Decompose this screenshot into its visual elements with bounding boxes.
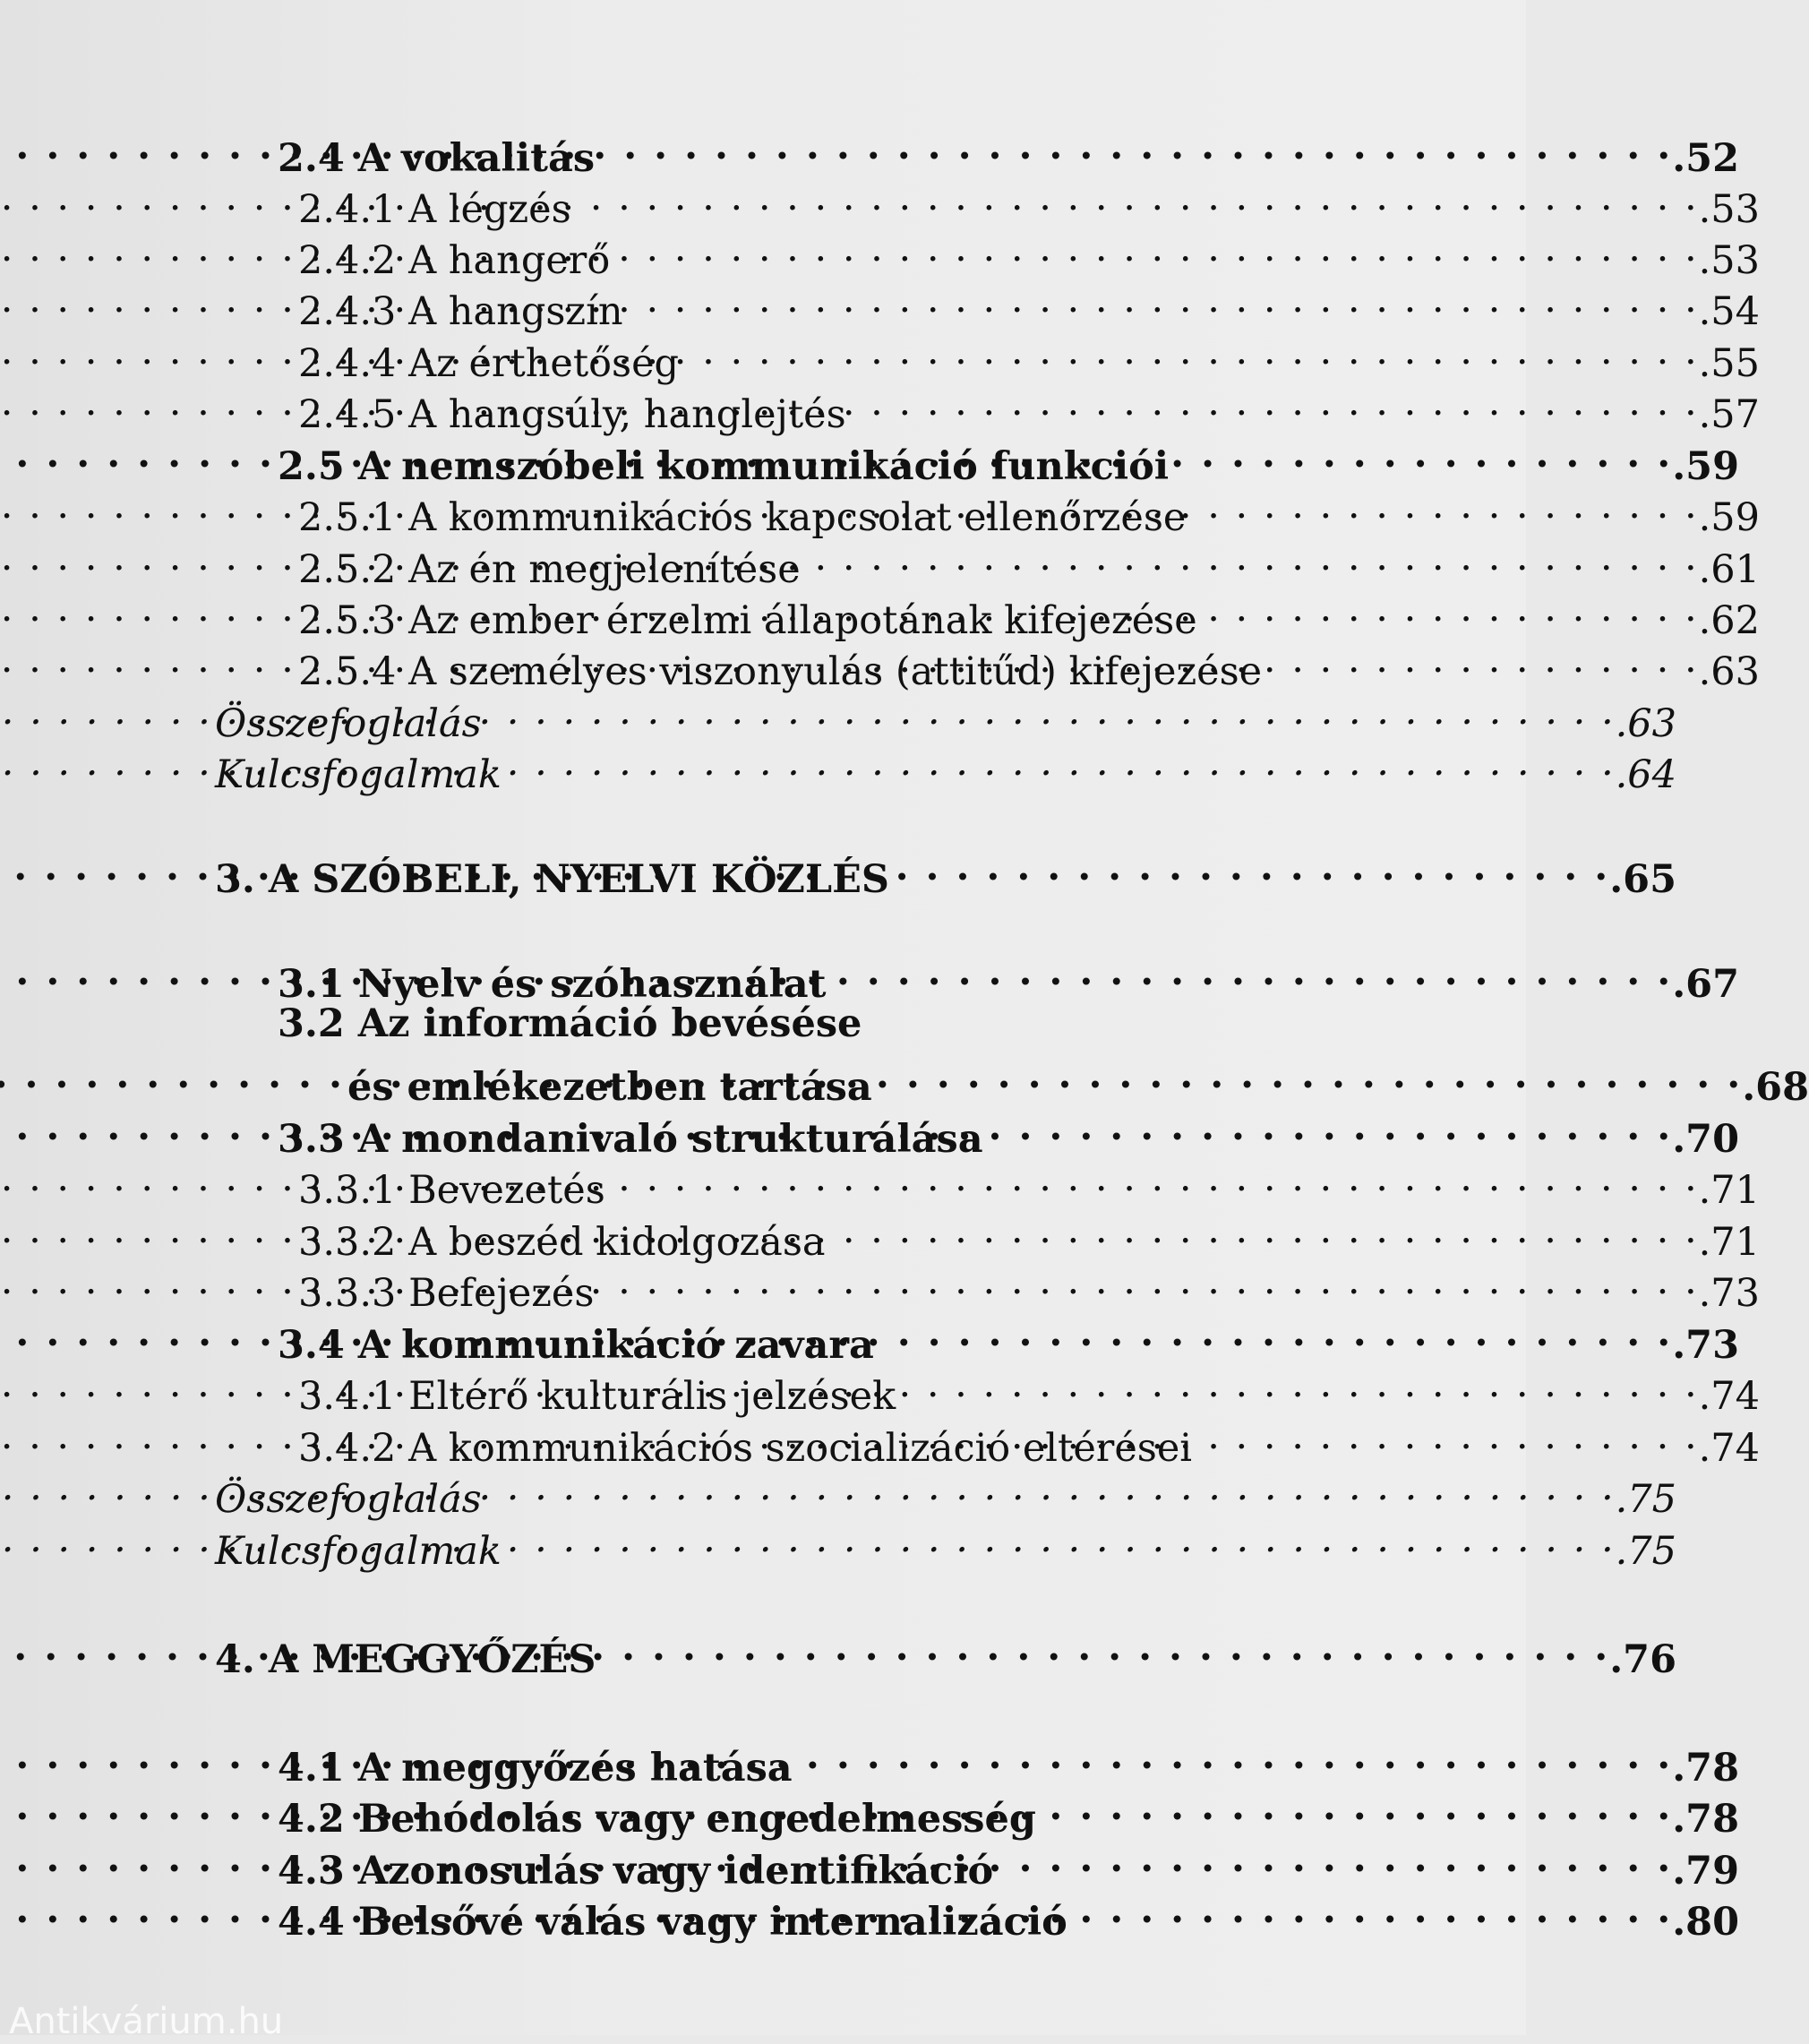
toc-entry-page: .67 [1672,962,1739,1007]
dot-leader [636,274,1699,324]
toc-entry [0,377,1760,437]
toc-entry [0,1308,1739,1368]
toc-entry [0,583,1760,643]
toc-entry-page: .54 [1698,289,1760,334]
dot-leader [887,1308,1672,1358]
toc-entry [0,223,1760,283]
toc-entry-title: Kulcsfogalmak [215,1529,502,1574]
toc-entry [0,737,1676,797]
toc-entry [0,1050,1809,1110]
dot-leader [618,1153,1699,1203]
toc-entry-title: 4.2 Behódolás vagy engedelmesség [278,1797,1036,1842]
toc-entry-page: .52 [1672,136,1739,181]
toc-entry [0,1514,1676,1574]
toc-entry-title: 3.3.1 Bevezetés [298,1168,605,1213]
toc-entry [0,532,1760,592]
toc-entry-title: 3.3 A mondanivaló strukturálása [278,1117,983,1162]
toc-entry-page: .78 [1672,1797,1739,1842]
toc-entry-title: 4. A MEGGYŐZÉS [215,1637,596,1682]
toc-entry [0,1256,1760,1316]
toc-entry-title: 3.4.2 A kommunikációs szocializáció eltérései [298,1426,1193,1471]
toc-entry [0,121,1739,181]
dot-leader [885,1050,1742,1100]
toc-entry-title: 2.5.3 Az ember érzelmi állapotának kifejezése [298,598,1197,643]
toc-chapter [0,1622,1676,1682]
toc-entry [0,1102,1739,1162]
dot-leader [1181,429,1672,479]
toc-entry-title: 2.5.1 A kommunikációs kapcsolat ellenőrzése [298,495,1187,540]
toc-entry [0,480,1760,540]
toc-entry-title: Összefoglalás [215,1477,482,1522]
dot-leader [584,172,1699,222]
toc-entry-page: .53 [1698,187,1760,232]
watermark: Antikvárium.hu [9,2001,284,2042]
toc-entry-page: .71 [1698,1168,1760,1213]
toc-entry-page: .63 [1698,649,1760,694]
toc-entry-page: .74 [1698,1374,1760,1419]
toc-entry-title: 4.1 A meggyőzés hatása [278,1746,793,1791]
toc-entry-title: 2.5 A nemszóbeli kommunikáció funkciói [278,444,1170,489]
toc-entry-page: .57 [1698,392,1760,437]
toc-entry [0,172,1760,232]
toc-entry [0,1359,1760,1419]
toc-entry-page: .59 [1698,495,1760,540]
toc-entry [0,1462,1676,1522]
dot-leader [1080,1885,1672,1935]
toc-entry [0,1411,1760,1471]
toc-entry [0,1205,1760,1265]
dot-leader [1049,1782,1672,1832]
toc-entry-page: .75 [1615,1477,1676,1522]
toc-entry [0,947,1739,1007]
dot-leader [608,1622,1609,1672]
dot-leader [606,1256,1698,1306]
toc-entry-title: 2.4.5 A hangsúly, hanglejtés [298,392,846,437]
toc-entry-page: .55 [1698,341,1760,386]
toc-entry [0,326,1760,386]
toc-entry-title: 4.4 Belsővé válás vagy internalizáció [278,1900,1067,1945]
dot-leader [805,1731,1673,1781]
toc-entry-title: 2.4.4 Az érthetőség [298,341,680,386]
toc-entry [0,429,1739,489]
toc-entry-page: .73 [1698,1271,1760,1316]
toc-entry-page: .78 [1672,1746,1739,1791]
toc-entry-title: Kulcsfogalmak [215,752,502,797]
toc-entry-title: 2.4.1 A légzés [298,187,571,232]
toc-entry-page: .63 [1615,701,1676,746]
toc-entry-page: .74 [1698,1426,1760,1471]
toc-entry-page: .59 [1672,444,1739,489]
toc-entry-title: 3.4.1 Eltérő kulturális jelzések [298,1374,896,1419]
dot-leader [514,1514,1616,1564]
toc-entry-title: 3. A SZÓBELI, NYELVI KÖZLÉS [215,857,889,902]
dot-leader [859,377,1699,427]
toc-entry-title: 2.5.2 Az én megjelenítése [298,547,801,592]
dot-leader [607,121,1672,171]
toc-entry-title: 2.4 A vokalitás [278,136,596,181]
toc-entry [0,634,1760,694]
toc-entry-page: .71 [1698,1220,1760,1265]
toc-entry-page: .70 [1672,1117,1739,1162]
toc-entry-title: 4.3 Azonosulás vagy identifikáció [278,1849,994,1894]
dot-leader [838,1205,1699,1255]
dot-leader [622,223,1698,273]
toc-entry-page: .73 [1672,1323,1739,1368]
toc-entry-page: .64 [1615,752,1676,797]
toc-entry-title: 2.5.4 A személyes viszonyulás (attitűd) kifejezése [298,649,1263,694]
toc-entry [0,274,1760,334]
toc-chapter [0,842,1676,902]
toc-entry [0,1153,1760,1213]
dot-leader [1210,583,1699,633]
toc-entry [0,1782,1739,1842]
toc-entry-title: Összefoglalás [215,701,482,746]
dot-leader [839,947,1673,997]
dot-leader [813,532,1699,582]
toc-entry-title: 2.4.3 A hangszín [298,289,623,334]
toc-entry-first-line: 3.2 Az információ bevésése [278,1001,862,1046]
dot-leader [691,326,1699,376]
toc-entry-page: .76 [1609,1637,1676,1682]
dot-leader [494,686,1616,736]
toc-entry-page: .79 [1672,1849,1739,1894]
toc-entry-title: 3.3.3 Befejezés [298,1271,595,1316]
dot-leader [908,1359,1698,1409]
toc-entry [0,686,1676,746]
dot-leader [1274,634,1698,684]
toc-entry-title: 3.3.2 A beszéd kidolgozása [298,1220,826,1265]
toc-entry-page: .68 [1742,1065,1809,1110]
dot-leader [1006,1834,1672,1884]
dot-leader [996,1102,1673,1152]
toc-entry-page: .80 [1672,1900,1739,1945]
dot-leader [902,842,1609,892]
toc-entry-page: .53 [1698,238,1760,283]
toc-entry-title: 2.4.2 A hangerő [298,238,611,283]
dot-leader [514,737,1616,787]
toc-entry-page: .75 [1615,1529,1676,1574]
toc-entry [0,1834,1739,1894]
toc-entry-page: .65 [1609,857,1676,902]
toc-entry-page: .61 [1698,547,1760,592]
dot-leader [494,1462,1616,1512]
toc-entry [0,1731,1739,1791]
toc-entry-title: 3.4 A kommunikáció zavara [278,1323,874,1368]
dot-leader [1198,480,1698,530]
dot-leader [1205,1411,1699,1461]
toc-entry-page: .62 [1698,598,1760,643]
toc-entry [0,1885,1739,1945]
toc-entry-title: 3.1 Nyelv és szóhasználat [278,962,827,1007]
toc-entry-title: és emlékezetben tartása [347,1065,872,1110]
